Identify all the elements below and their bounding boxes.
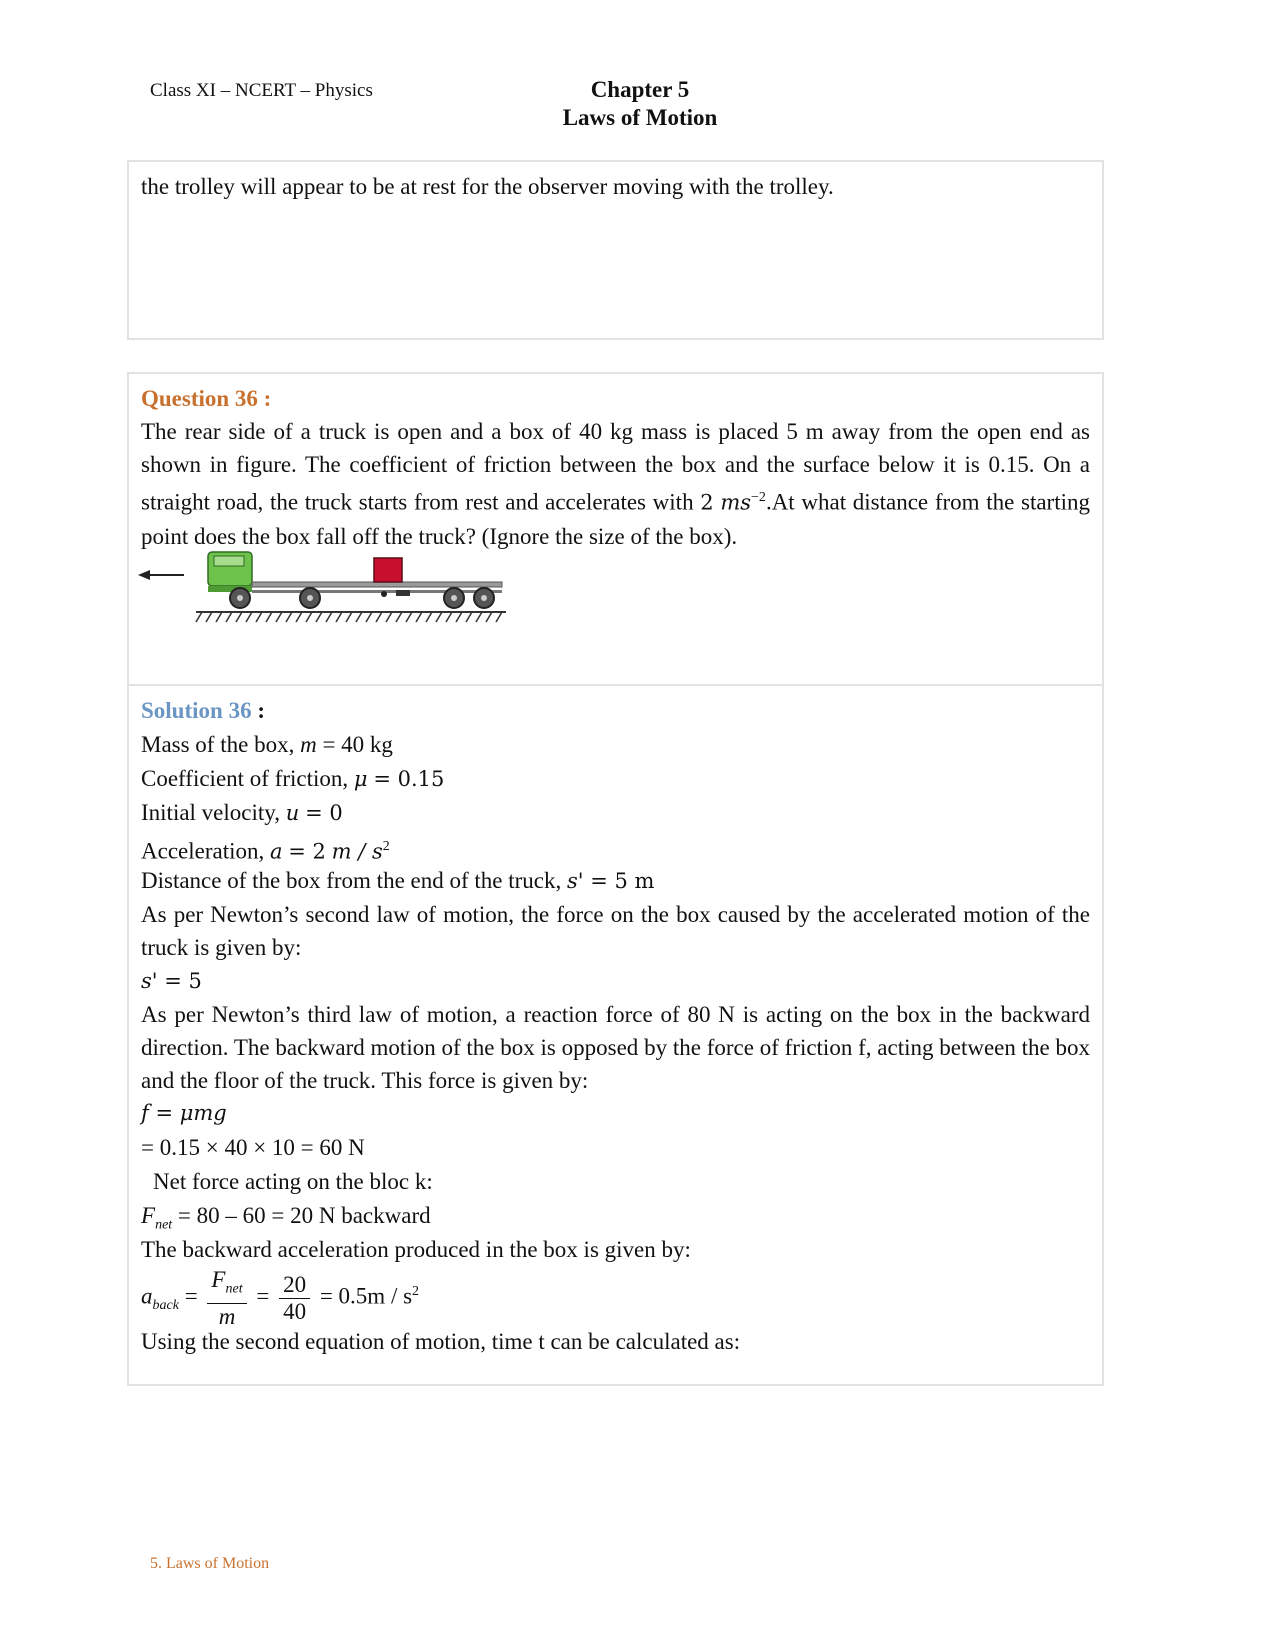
backward-acceleration-text: The backward acceleration produced in the box is given by: [141,1237,691,1262]
backward-acceleration-equation: $a_{back}$ = $\frac{F_{net}}{m}$ = $\frac{20}{40}$ = $0.5m / s^2$ [141,1267,420,1329]
chassis [252,590,502,593]
truck-figure [134,544,514,634]
s-equation: s' = 5 [141,969,202,993]
question-label: Question 36 : [141,386,272,411]
direction-arrow-icon [138,570,184,580]
chapter-heading [520,76,760,132]
cargo-box [374,558,402,582]
acceleration-line: Acceleration, a = 2 m / $s^2$ [141,838,390,864]
header-left: Class XI – NCERT – Physics [150,80,373,101]
net-force-equation: $F_{net} = 80 - 60 = 20$ N backward [141,1203,431,1233]
question-text: The rear side of a truck is open and a box of 40 kg mass is placed 5 m away from the open end as shown in figure. The coefficient of friction between the box and the surface below it is 0.15. On a straight road, the truck starts from rest and accelerates with 2 $ms^{-2}.At$ what distance from the starting point does the box fall off the truck? (Ignore the size of the box). [141,419,1090,549]
friction-line: Coefficient of friction, μ = 0.15 [141,766,445,791]
chapter-number: Chapter 5 [590,77,690,102]
net-force-label: Net force acting on the bloc k: [153,1169,433,1194]
mass-line: Mass of the box, m = 40 kg [141,732,393,757]
distance-line: Distance of the box from the end of the truck, s' = 5 m [141,868,655,893]
solution-label: Solution 36 : [141,698,265,723]
velocity-line: Initial velocity, u = 0 [141,800,343,825]
chapter-title: Laws of Motion [562,105,718,130]
newton-second-law-text: As per Newton’s second law of motion, the force on the box caused by the accelerated motion of the truck is given by: [141,902,1090,960]
friction-equation: f = μmg [141,1101,227,1125]
road-hatching [196,612,502,622]
continuation-box [127,160,1104,340]
continuation-text: the trolley will appear to be at rest for the observer moving with the trolley. [141,174,834,199]
friction-calculation: = 0.15 × 40 × 10 = 60 N [141,1135,365,1160]
newton-third-law-text: As per Newton’s third law of motion, a reaction force of 80 N is acting on the box in the backward direction. The backward motion of the box is opposed by the force of friction f, acting between the box and the floor of the truck. This force is given by: [141,1002,1090,1093]
footer-chapter-label: 5. Laws of Motion [150,1555,270,1572]
solution-box [127,686,1104,1386]
question-box [127,372,1104,686]
second-equation-text: Using the second equation of motion, time t can be calculated as: [141,1329,741,1354]
truck-cab [208,552,252,592]
